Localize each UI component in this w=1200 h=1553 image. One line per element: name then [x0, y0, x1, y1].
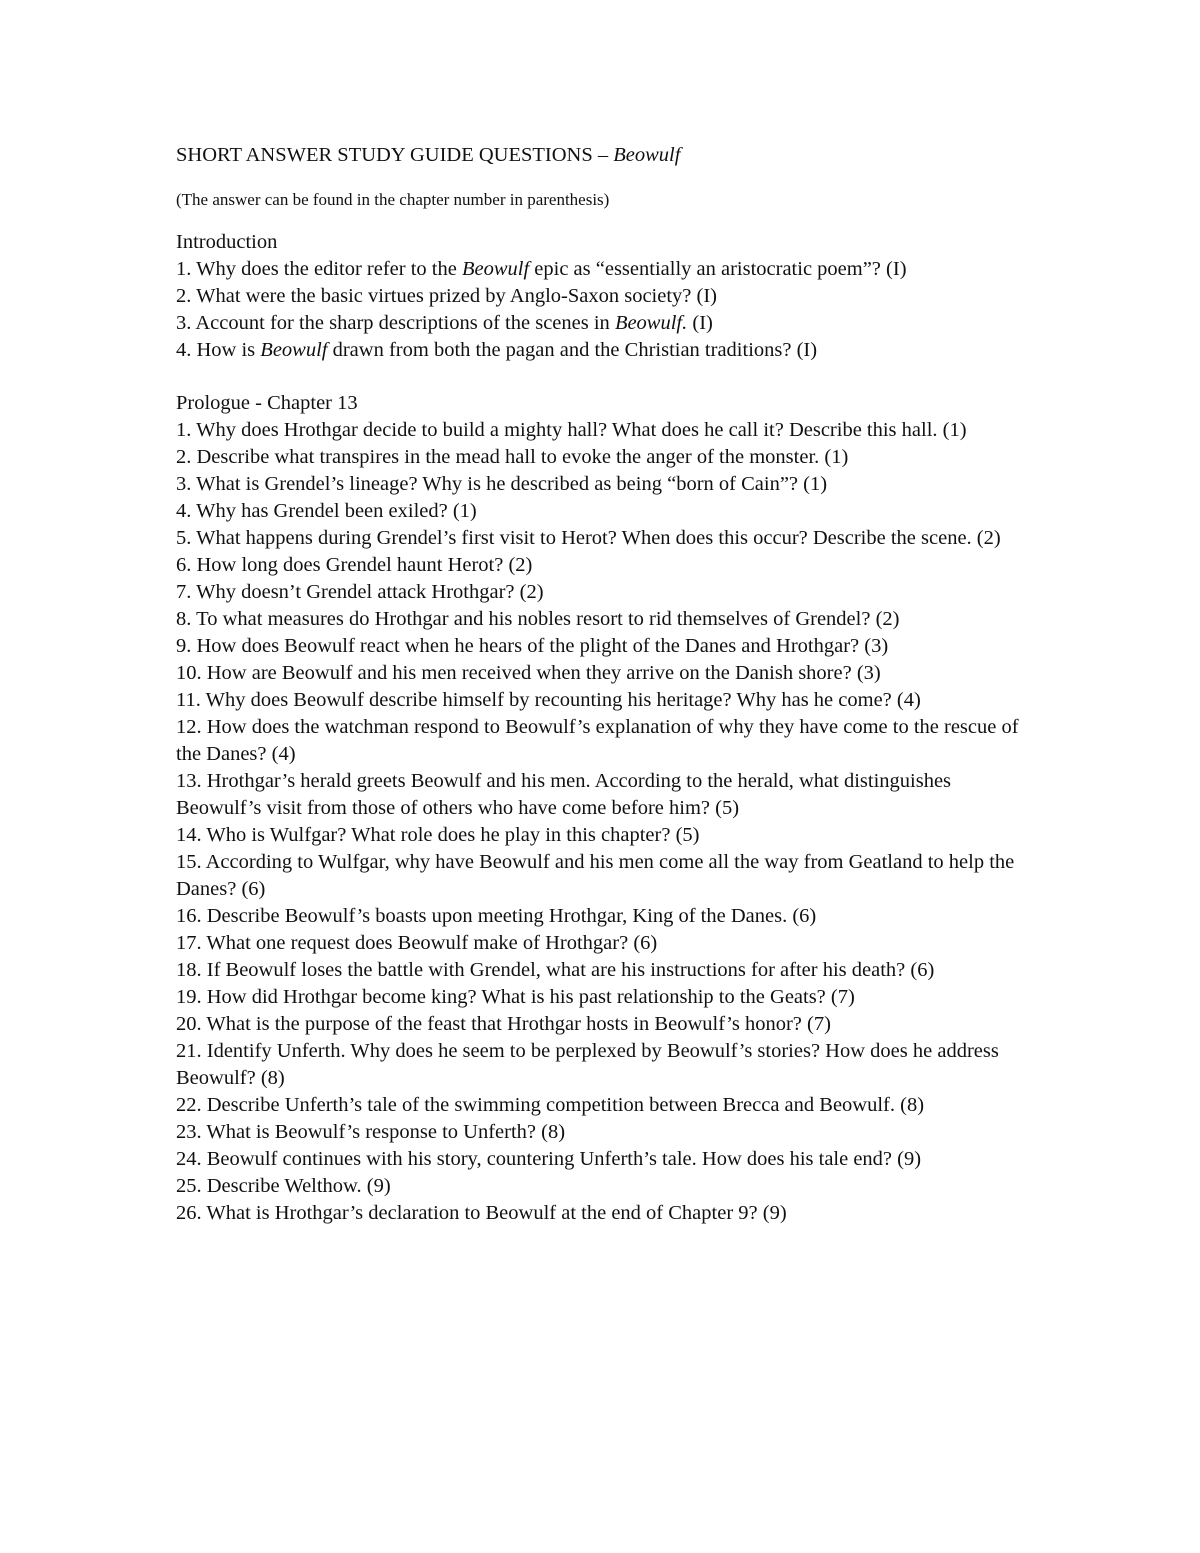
question-text: 13. Hrothgar’s herald greets Beowulf and his men. According to the herald, what distinguishes Beowulf’s visit from those of others who have come before him? (5): [176, 770, 952, 819]
question-text: 2. What were the basic virtues prized by Anglo-Saxon society? (I): [176, 285, 717, 307]
question-text: 24. Beowulf continues with his story, countering Unferth’s tale. How does his tale end? (9): [176, 1148, 922, 1170]
question-text: 17. What one request does Beowulf make of Hrothgar? (6): [176, 932, 658, 954]
question-item: [176, 525, 1036, 552]
question-text-end: epic as “essentially an aristocratic poem”? (I): [529, 258, 907, 280]
question-item: [176, 768, 1036, 822]
question-item: [176, 984, 1036, 1011]
question-text: 16. Describe Beowulf’s boasts upon meeting Hrothgar, King of the Danes. (6): [176, 905, 817, 927]
question-item: [176, 930, 1036, 957]
question-item: [176, 606, 1036, 633]
question-item: [176, 256, 1036, 283]
question-text-end: (I): [687, 312, 713, 334]
question-text: 18. If Beowulf loses the battle with Grendel, what are his instructions for after his death? (6): [176, 959, 935, 981]
question-item: [176, 1173, 1036, 1200]
question-text: 14. Who is Wulfgar? What role does he play in this chapter? (5): [176, 824, 700, 846]
question-item: [176, 337, 1036, 364]
question-text: 2. Describe what transpires in the mead hall to evoke the anger of the monster. (1): [176, 446, 849, 468]
question-text: 15. According to Wulfgar, why have Beowulf and his men come all the way from Geatland to help the Danes? (6): [176, 851, 1015, 900]
title-work: Beowulf: [613, 144, 681, 166]
question-text: 9. How does Beowulf react when he hears of the plight of the Danes and Hrothgar? (3): [176, 635, 889, 657]
question-text: 4. Why has Grendel been exiled? (1): [176, 500, 477, 522]
question-text: 8. To what measures do Hrothgar and his nobles resort to rid themselves of Grendel? (2): [176, 608, 900, 630]
question-item: [176, 471, 1036, 498]
question-item: [176, 552, 1036, 579]
question-item: [176, 660, 1036, 687]
question-item: [176, 1200, 1036, 1227]
section-prologue-chapter-13: [176, 390, 1036, 1227]
section-heading: Introduction: [176, 231, 278, 253]
question-text: 5. What happens during Grendel’s first visit to Herot? When does this occur? Describe the scene. (2): [176, 527, 1001, 549]
document-title: [176, 140, 1036, 170]
question-text: 26. What is Hrothgar’s declaration to Beowulf at the end of Chapter 9? (9): [176, 1202, 787, 1224]
question-item: [176, 849, 1036, 903]
question-text: 11. Why does Beowulf describe himself by recounting his heritage? Why has he come? (4): [176, 689, 921, 711]
question-item: [176, 1038, 1036, 1092]
question-italic-title: Beowulf: [461, 258, 530, 280]
question-text: 6. How long does Grendel haunt Herot? (2): [176, 554, 533, 576]
question-text: 1. Why does Hrothgar decide to build a mighty hall? What does he call it? Describe this hall. (1): [176, 419, 967, 441]
question-item: [176, 903, 1036, 930]
question-text-end: drawn from both the pagan and the Christian traditions? (I): [327, 339, 818, 361]
question-text: 25. Describe Welthow. (9): [176, 1175, 391, 1197]
question-item: [176, 1146, 1036, 1173]
question-text: 22. Describe Unferth’s tale of the swimming competition between Brecca and Beowulf. (8): [176, 1094, 925, 1116]
question-italic-title: Beowulf: [260, 339, 328, 361]
question-text: 23. What is Beowulf’s response to Unferth? (8): [176, 1121, 566, 1143]
question-item: [176, 283, 1036, 310]
question-italic-title: Beowulf.: [614, 312, 688, 334]
sections-container: [176, 229, 1036, 1227]
question-text: 19. How did Hrothgar become king? What is his past relationship to the Geats? (7): [176, 986, 855, 1008]
question-text: 12. How does the watchman respond to Beowulf’s explanation of why they have come to the rescue of the Danes? (4): [176, 716, 1019, 765]
section-introduction: [176, 229, 1036, 364]
answer-note: (The answer can be found in the chapter number in parenthesis): [176, 190, 610, 209]
question-text: 21. Identify Unferth. Why does he seem to be perplexed by Beowulf’s stories? How does he address Beowulf? (8): [176, 1040, 999, 1089]
question-text: 3. Account for the sharp descriptions of the scenes in: [176, 312, 615, 334]
question-item: [176, 310, 1036, 337]
question-text: 7. Why doesn’t Grendel attack Hrothgar? (2): [176, 581, 544, 603]
question-item: [176, 957, 1036, 984]
question-item: [176, 1092, 1036, 1119]
question-item: [176, 1119, 1036, 1146]
question-text: 10. How are Beowulf and his men received when they arrive on the Danish shore? (3): [176, 662, 881, 684]
question-item: [176, 579, 1036, 606]
question-item: [176, 417, 1036, 444]
question-text: 3. What is Grendel’s lineage? Why is he described as being “born of Cain”? (1): [176, 473, 828, 495]
question-item: [176, 714, 1036, 768]
document-page: [176, 140, 1036, 1227]
question-item: [176, 687, 1036, 714]
section-heading: Prologue - Chapter 13: [176, 392, 358, 414]
question-text: 4. How is: [176, 339, 261, 361]
question-item: [176, 1011, 1036, 1038]
question-item: [176, 822, 1036, 849]
question-text: 1. Why does the editor refer to the: [176, 258, 462, 280]
question-item: [176, 498, 1036, 525]
question-item: [176, 633, 1036, 660]
question-text: 20. What is the purpose of the feast that Hrothgar hosts in Beowulf’s honor? (7): [176, 1013, 831, 1035]
title-text: SHORT ANSWER STUDY GUIDE QUESTIONS –: [176, 144, 614, 166]
question-item: [176, 444, 1036, 471]
